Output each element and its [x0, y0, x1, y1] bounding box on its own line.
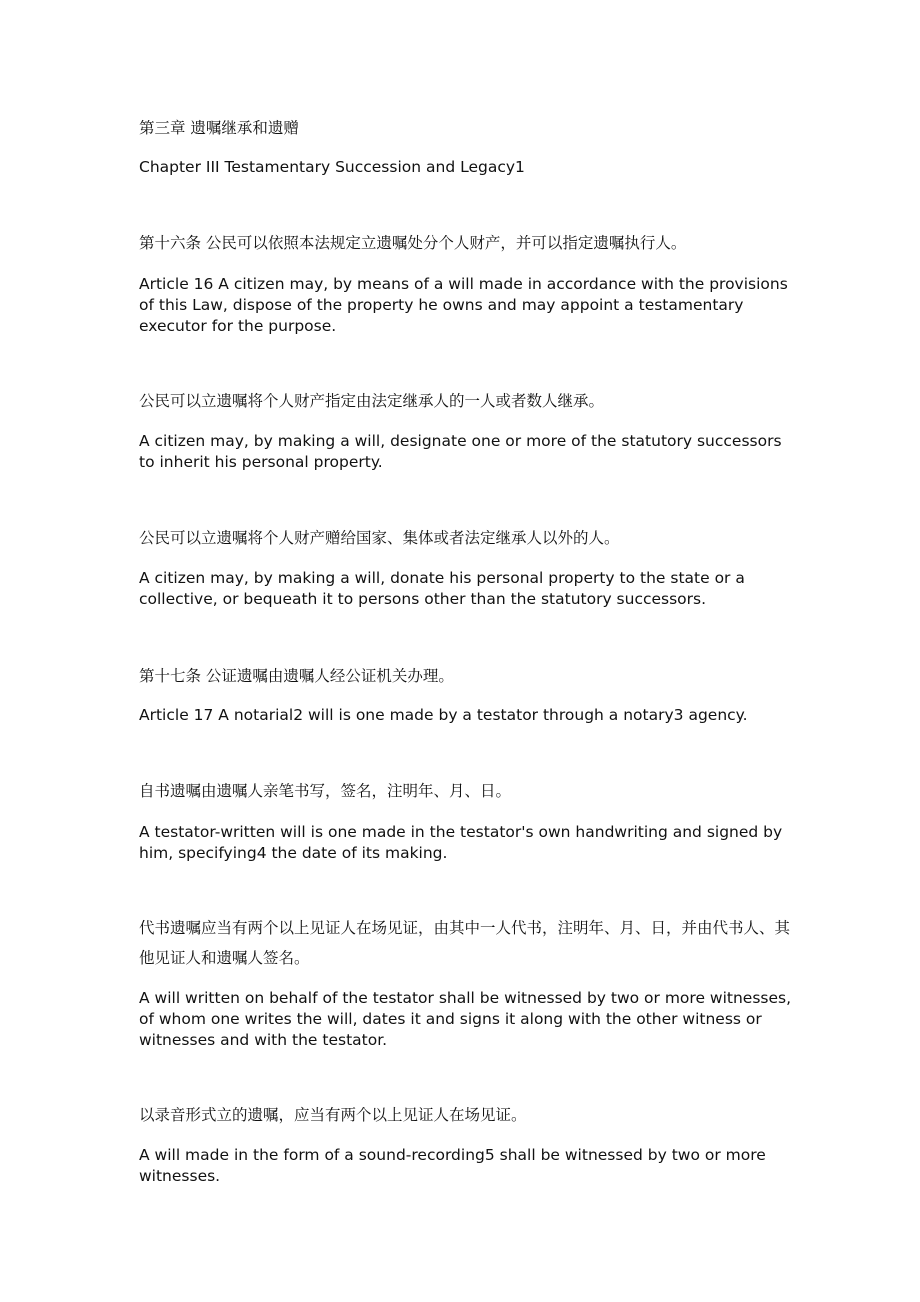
article-17-en: Article 17 A notarial2 will is one made by a testator through a notary3 agency. — [139, 706, 748, 724]
paragraph-7-zh: 以录音形式立的遗嘱，应当有两个以上见证人在场见证。 — [139, 1106, 527, 1124]
paragraph-6-en: A will written on behalf of the testator shall be witnessed by two or more witnesses, of whom one writes the will, dates it and signs it along with the other witness or witnesses and with the testator. — [139, 989, 792, 1049]
paragraph-3-en: A citizen may, by making a will, donate his personal property to the state or a collective, or bequeath it to persons other than the statutory successors. — [139, 569, 745, 608]
paragraph-2-en: A citizen may, by making a will, designate one or more of the statutory successors to inherit his personal property. — [139, 432, 782, 471]
paragraph-3-zh: 公民可以立遗嘱将个人财产赠给国家、集体或者法定继承人以外的人。 — [139, 529, 620, 547]
chapter-title-zh: 第三章 遗嘱继承和遗赠 — [139, 119, 299, 137]
article-17-zh: 第十七条 公证遗嘱由遗嘱人经公证机关办理。 — [139, 667, 454, 685]
paragraph-5-en: A testator-written will is one made in the testator's own handwriting and signed by him, specifying4 the date of its making. — [139, 823, 783, 862]
chapter-title-en: Chapter III Testamentary Succession and Legacy1 — [139, 158, 525, 176]
article-16-zh: 第十六条 公民可以依照本法规定立遗嘱处分个人财产，并可以指定遗嘱执行人。 — [139, 234, 687, 252]
paragraph-6-zh: 代书遗嘱应当有两个以上见证人在场见证，由其中一人代书，注明年、月、日，并由代书人、其他见证人和遗嘱人签名。 — [139, 919, 791, 967]
paragraph-2-zh: 公民可以立遗嘱将个人财产指定由法定继承人的一人或者数人继承。 — [139, 392, 605, 410]
paragraph-7-en: A will made in the form of a sound-recording5 shall be witnessed by two or more witnesses. — [139, 1146, 766, 1185]
paragraph-5-zh: 自书遗嘱由遗嘱人亲笔书写，签名，注明年、月、日。 — [139, 782, 512, 800]
article-16-en: Article 16 A citizen may, by means of a will made in accordance with the provisions of this Law, dispose of the property he owns and may appoint a testamentary executor for the purpose. — [139, 275, 788, 335]
